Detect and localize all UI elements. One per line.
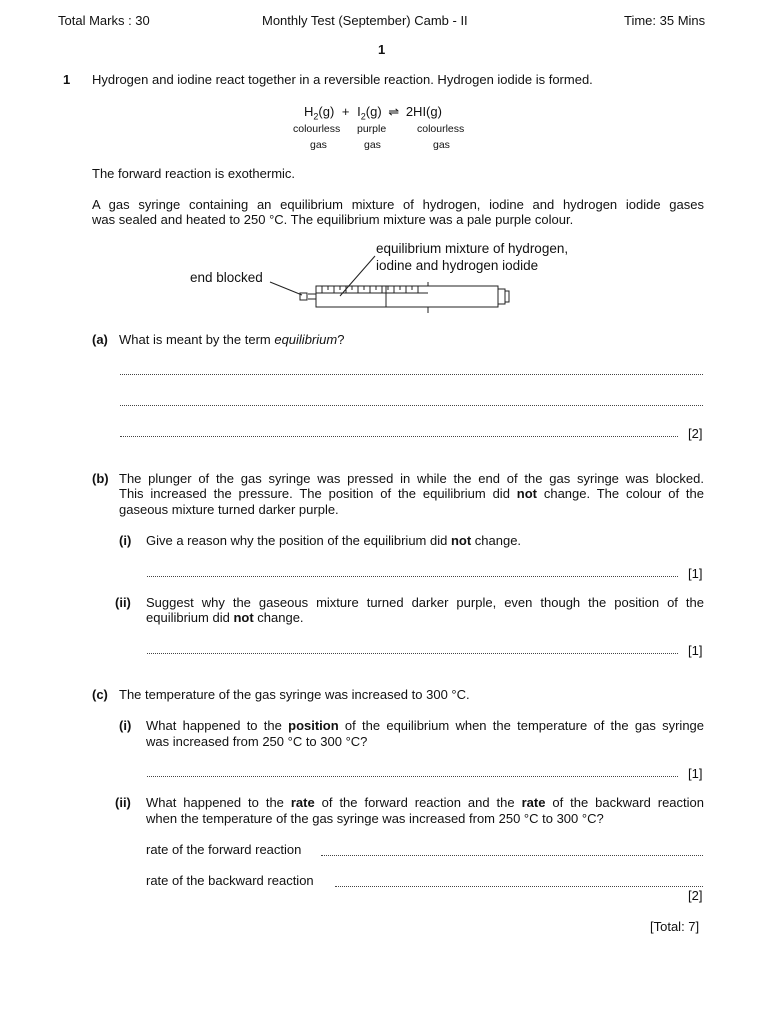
equation-h2-state: (g) [318,104,335,119]
diagram-label-end-blocked: end blocked [190,270,263,285]
syringe-description-line2: was sealed and heated to 250 °C. The equilibrium mixture was a pale purple colour. [92,212,574,227]
part-c-text: The temperature of the gas syringe was increased to 300 °C. [119,687,470,702]
gas-syringe-diagram [260,240,520,320]
part-a-label: (a) [92,332,108,347]
syringe-end-block [300,293,307,300]
part-c-ii-line1 [146,795,704,811]
part-b-ii-emphasis: not [233,610,254,625]
question-number: 1 [63,72,71,87]
part-c-ii-text-mid: of the forward reaction and the [314,795,522,810]
answer-line-backward-rate[interactable] [335,886,703,887]
part-c-i-line2: was increased from 250 °C to 300 °C? [146,734,368,749]
part-a-question [119,332,344,348]
part-b-i-label: (i) [119,533,132,548]
leader-line-end [270,282,302,295]
equation-i2-subscript: 2 [360,111,366,122]
label-hi-colour: colourless [417,123,465,135]
part-b-i-text-end: change. [471,533,522,548]
part-b-ii-marks: [1] [688,643,703,658]
answer-line-a2[interactable] [120,405,703,406]
answer-line-c-i[interactable] [147,776,678,777]
part-b-line2-end: change. The colour of the [537,486,704,501]
syringe-barrel [316,286,498,307]
header-total-marks: Total Marks : 30 [58,13,150,28]
label-h2-colour: colourless [293,123,341,135]
part-b-i-text: Give a reason why the position of the equilibrium did [146,533,451,548]
part-c-i-text: What happened to the [146,718,289,733]
diagram-label-mixture-2: iodine and hydrogen iodide [376,258,539,273]
answer-line-b-i[interactable] [147,576,678,577]
syringe-description-line1: A gas syringe containing an equilibrium mixture of hydrogen, iodine and hydrogen iodide gases [92,197,704,212]
equilibrium-arrow-icon: ⇌ [388,104,400,119]
part-b-i-question [146,533,521,549]
label-hi-state: gas [433,139,450,151]
part-b-ii-text: equilibrium did [146,610,234,625]
part-a-marks: [2] [688,426,703,441]
page-number: 1 [378,42,386,57]
answer-line-forward-rate[interactable] [321,855,703,856]
exothermic-statement: The forward reaction is exothermic. [92,166,296,181]
header-time: Time: 35 Mins [624,13,706,28]
part-c-ii-text-end: of the backward reaction [545,795,704,810]
question-total-marks: [Total: 7] [650,919,700,934]
part-b-line2 [119,486,704,502]
equation-h2: H [304,104,314,119]
answer-line-a1[interactable] [120,374,703,375]
part-b-line2-start: This increased the pressure. The position of the equilibrium did [119,486,517,501]
question-intro: Hydrogen and iodine react together in a reversible reaction. Hydrogen iodide is formed. [92,72,593,87]
part-c-ii-marks: [2] [688,888,703,903]
part-b-i-emphasis: not [450,533,472,548]
answer-line-a3[interactable] [120,436,678,437]
backward-rate-label: rate of the backward reaction [146,873,314,888]
part-a-term: equilibrium [274,332,338,347]
diagram-label-mixture-1: equilibrium mixture of hydrogen, [376,241,569,256]
part-b-line3: gaseous mixture turned darker purple. [119,502,339,517]
answer-line-b-ii[interactable] [147,653,678,654]
part-b-line1: The plunger of the gas syringe was pressed in while the end of the gas syringe was blocked. [119,471,704,486]
syringe-graduations [322,286,418,293]
part-b-emphasis: not [516,486,537,501]
part-c-i-emphasis: position [288,718,339,733]
label-i2-colour: purple [357,123,387,135]
part-a-text-end: ? [337,332,345,347]
part-c-ii-emphasis-2: rate [521,795,546,810]
part-c-ii-emphasis-1: rate [290,795,315,810]
label-i2-state: gas [364,139,381,151]
part-b-ii-text-end: change. [253,610,304,625]
part-c-label: (c) [92,687,108,702]
equation-h2-subscript: 2 [313,111,319,122]
forward-rate-label: rate of the forward reaction [146,842,302,857]
part-c-i-text-end: of the equilibrium when the temperature of the gas syringe [338,718,705,733]
part-b-ii-line1: Suggest why the gaseous mixture turned darker purple, even though the position of the [146,595,704,610]
part-c-ii-label: (ii) [115,795,131,810]
part-b-ii-line2 [146,610,304,626]
header-title: Monthly Test (September) Camb - II [262,13,468,28]
label-h2-state: gas [310,139,327,151]
equation-i2-state: (g) [365,104,382,119]
part-b-label: (b) [92,471,109,486]
part-b-i-marks: [1] [688,566,703,581]
equation-product: 2HI(g) [405,104,442,119]
part-c-i-label: (i) [119,718,132,733]
equation-plus: + [341,104,350,119]
part-c-i-marks: [1] [688,766,703,781]
part-c-ii-line2: when the temperature of the gas syringe was increased from 250 °C to 300 °C? [146,811,604,826]
part-a-text: What is meant by the term [119,332,275,347]
part-c-ii-text: What happened to the [146,795,291,810]
equation-i2: I [357,104,361,119]
part-c-i-line1 [146,718,704,734]
part-b-ii-label: (ii) [115,595,131,610]
